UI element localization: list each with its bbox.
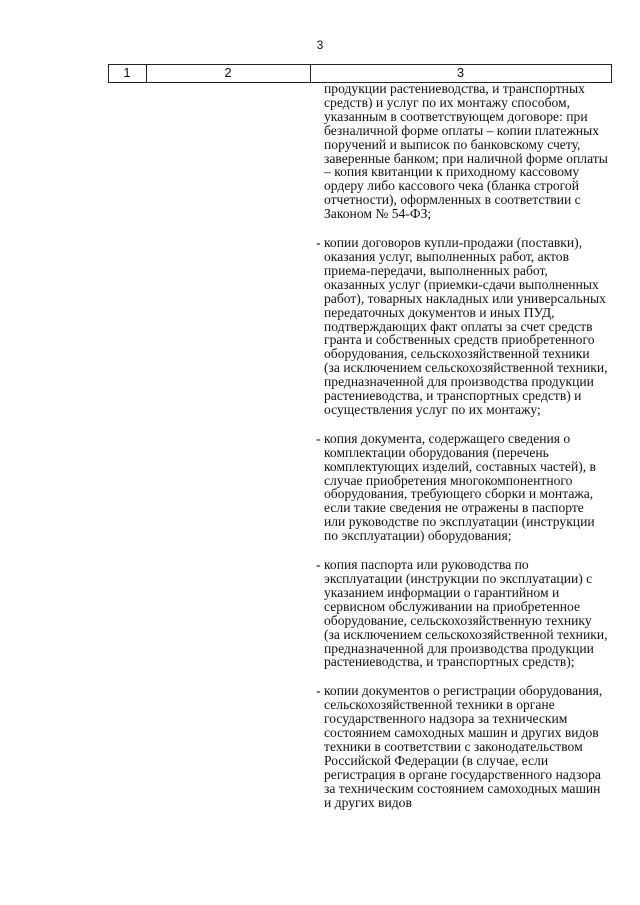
bullet-dash: -	[316, 235, 321, 251]
list-item-text: копия документа, содержащего сведения о комплектации оборудования (перечень комплектующих изделий, составных частей), в случае приобретения многокомпонентного оборудования, требующего сборки и монтажа, если такие сведения не отражены в паспорте или руководстве по эксплуатации (инструкции по эксплуатации) оборудования;	[324, 430, 596, 544]
bullet-dash: -	[316, 557, 321, 573]
list-item	[316, 432, 608, 543]
list-item-text: копия паспорта или руководства по эксплуатации (инструкции по эксплуатации) с указанием информации о гарантийном и сервисном обслуживании на приобретенное оборудование, сельскохозяйственную технику (за исключением сельскохозяйственной техники, предназначенной для производства продукции растениеводства, и транспортных средств);	[324, 557, 608, 670]
continuation-paragraph: продукции растениеводства, и транспортных средств) и услуг по их монтажу способом, указанным в соответствующем договоре: при безналичной форме оплаты – копии платежных поручений и выписок по банковскому счету, заверенные банком; при наличной форме оплаты – копия квитанции к приходному кассовому ордеру либо кассового чека (бланка строгой отчетности), оформленных в соответствии с Законом № 54-ФЗ;	[324, 81, 608, 222]
column-header-3: 3	[456, 65, 465, 80]
page-number: 3	[316, 38, 324, 52]
list-item-text: копии документов о регистрации оборудования, сельскохозяйственной техники в органе государственного надзора за техническим состоянием самоходных машин и других видов техники в соответствии с законодательством Российской Федерации (в случае, если регистрация в органе государственного надзора за техническим состоянием самоходных машин и других видов	[324, 683, 603, 810]
column-header-2: 2	[224, 65, 232, 80]
column-header-1: 1	[123, 65, 131, 80]
list-item-text: копии договоров купли-продажи (поставки), оказания услуг, выполненных работ, актов приема-передачи, выполненных работ, оказанных услуг (приемки-сдачи выполненных работ), товарных накладных или универсальных передаточных документов и иных ПУД, подтверждающих факт оплаты за счет средств гранта и собственных средств приобретенного оборудования, сельскохозяйственной техники (за исключением сельскохозяйственной техники, предназначенной для производства продукции растениеводства, и транспортных средств) и осуществления услуг по их монтажу;	[324, 235, 608, 417]
list-item	[316, 684, 608, 809]
bullet-dash: -	[316, 683, 321, 699]
column-3-content	[316, 82, 608, 825]
bullet-dash: -	[316, 430, 321, 446]
list-item	[316, 236, 608, 417]
list-item	[316, 558, 608, 669]
table-right-border	[611, 64, 612, 83]
